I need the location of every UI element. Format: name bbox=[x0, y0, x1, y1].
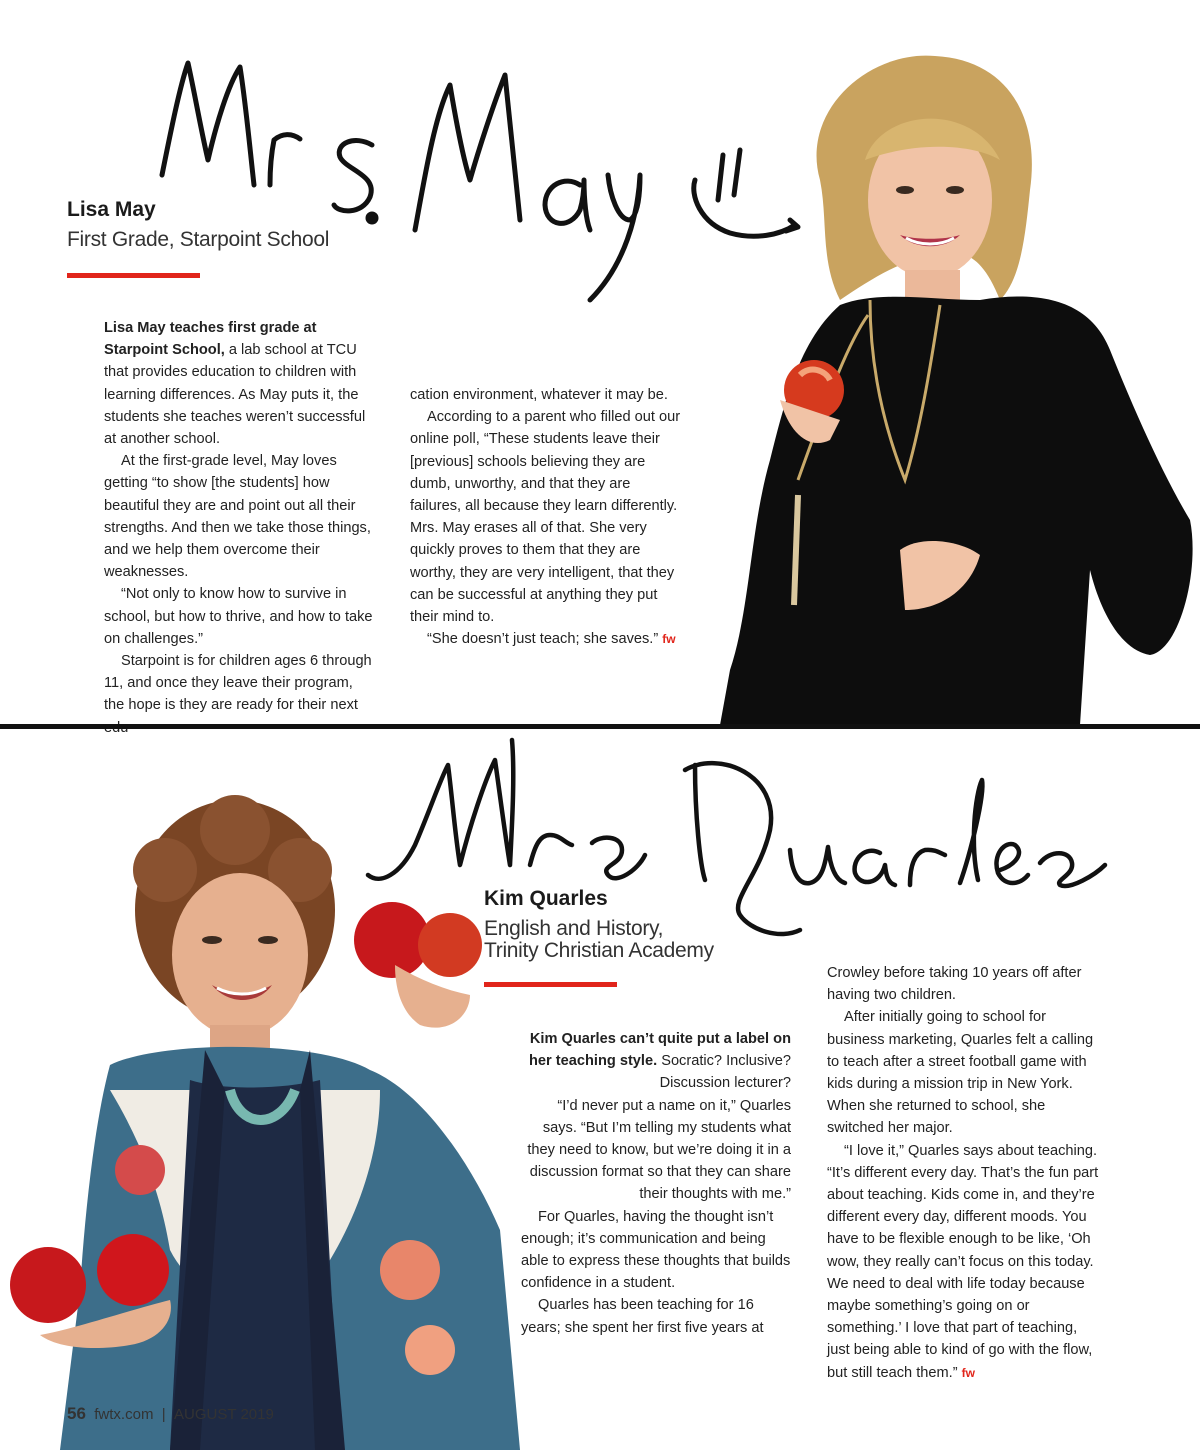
footer-separator: | bbox=[161, 1406, 166, 1423]
article-column-2 bbox=[827, 962, 1102, 1384]
paragraph-text: Socratic? Inclusive? Discussion lecturer? bbox=[657, 1053, 791, 1092]
mrs-may-signature bbox=[150, 55, 810, 315]
paragraph: cation environment, whatever it may be. bbox=[410, 387, 668, 403]
article-column-2 bbox=[410, 384, 685, 650]
paragraph: After initially going to school for business marketing, Quarles felt a calling to teach after a street football game with kids during a mission trip in New York. When she returned to school, she switched her major. bbox=[827, 1009, 1094, 1137]
accent-rule bbox=[67, 273, 200, 278]
page-number: 56 bbox=[67, 1404, 86, 1423]
paragraph: Quarles has been teaching for 16 years; she spent her first five years at bbox=[521, 1297, 764, 1336]
end-mark: fw bbox=[662, 632, 676, 647]
paragraph: For Quarles, having the thought isn’t enough; it’s communication and being able to express these thoughts that builds confidence in a student. bbox=[521, 1208, 791, 1292]
page-footer bbox=[67, 1404, 274, 1424]
kim-quarles-photo bbox=[0, 790, 530, 1450]
closing-paragraph bbox=[827, 1140, 1102, 1384]
article-column-1 bbox=[104, 317, 374, 739]
lisa-may-photo bbox=[720, 50, 1200, 725]
issue-date: AUGUST 2019 bbox=[174, 1406, 274, 1423]
paragraph: According to a parent who filled out our online poll, “These students leave their [previous] schools believing they are dumb, unworthy, and that they are failures, all because they learn differently. Mrs. May erases all of that. She very quickly proves to them that they are worthy, they are very intelligent, that they can be successful at anything they put their mind to. bbox=[410, 409, 681, 626]
closing-quote: “I love it,” Quarles says about teaching. “It’s different every day. That’s the fun part about teaching. Kids come in, and they’re different every day, different moods. You have to be flexible enough to be like, ‘Oh wow, they really can’t focus on this today. We need to deal with life today because maybe something’s going on or something.’ I love that part of teaching, just being able to kind of go with the flow, but still teach them.” bbox=[827, 1142, 1099, 1381]
lead-paragraph bbox=[521, 1028, 791, 1095]
paragraph: “I’d never put a name on it,” Quarles says. “But I’m telling my students what they need to know, but we’re doing it in a discussion format so that they can share their thoughts with me.” bbox=[527, 1097, 791, 1203]
lead-in: Lisa May teaches first grade at Starpoint School, bbox=[104, 320, 317, 359]
article-column-1 bbox=[521, 1028, 791, 1339]
teacher-role: First Grade, Starpoint School bbox=[67, 228, 330, 251]
lead-in: Kim Quarles can’t quite put a label on her teaching style. bbox=[529, 1031, 791, 1070]
lead-paragraph bbox=[104, 317, 374, 450]
closing-paragraph bbox=[410, 628, 685, 650]
paragraph: At the first-grade level, May loves getting “to show [the students] how beautiful they are and point out all their strengths. And then we take those things, and we help them overcome their weaknesses. bbox=[104, 453, 371, 581]
teacher-role-line-1: English and History, bbox=[484, 917, 664, 940]
section-divider bbox=[0, 724, 1200, 729]
teacher-name: Kim Quarles bbox=[484, 887, 608, 910]
end-mark: fw bbox=[961, 1365, 975, 1380]
paragraph-text: a lab school at TCU that provides education to children with learning differences. As May puts it, the students she teaches weren’t successful at another school. bbox=[104, 342, 366, 448]
paragraph: Starpoint is for children ages 6 through 11, and once they leave their program, the hope is they are ready for their next bbox=[104, 653, 372, 714]
closing-quote: “She doesn’t just teach; she saves.” bbox=[427, 631, 659, 648]
teacher-role-line-2: Trinity Christian Academy bbox=[484, 939, 714, 962]
paragraph: Crowley before taking 10 years off after having two children. bbox=[827, 965, 1082, 1004]
site-name: fwtx.com bbox=[94, 1406, 154, 1423]
paragraph: “Not only to know how to survive in school, but how to thrive, and how to take on challenges.” bbox=[104, 586, 373, 647]
teacher-name: Lisa May bbox=[67, 198, 156, 221]
